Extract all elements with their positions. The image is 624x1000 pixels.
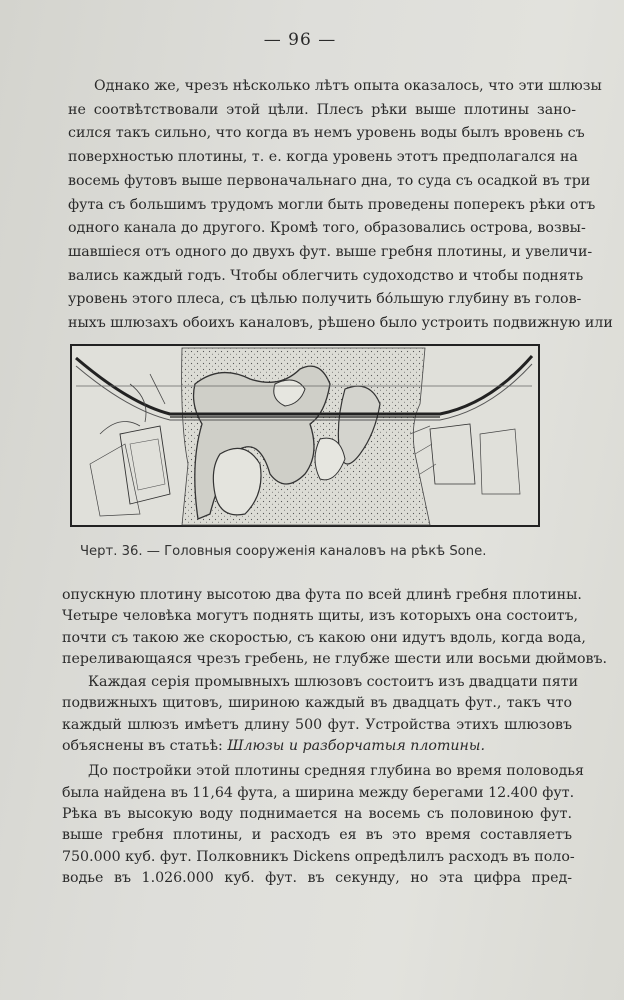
text-line: каждый шлюзъ имѣетъ длину 500 фут. Устройства этихъ шлюзовъ — [62, 716, 572, 733]
article-reference: Шлюзы и разборчатыя плотины. — [227, 738, 485, 755]
text-line: была найдена въ 11,64 фута, а ширина между берегами 12.400 фут. — [62, 784, 575, 801]
page-number: — 96 — — [263, 30, 337, 50]
text-line: подвижныхъ щитовъ, шириною каждый въ двадцать фут., такъ что — [62, 695, 572, 712]
text-segment: объяснены въ статьѣ: — [62, 738, 223, 755]
figure-caption: Черт. 36. — Головныя сооруженія каналовъ на рѣкѣ Sone. — [80, 544, 487, 559]
body-text-continued — [62, 585, 608, 889]
text-line: Каждая серія промывныхъ шлюзовъ состоитъ изъ двадцати пяти — [88, 674, 579, 691]
text-line: переливающаяся чрезъ гребень, не глубже шести или восьми дюймовъ. — [62, 650, 608, 667]
text-line: фута съ большимъ трудомъ могли быть проведены поперекъ рѣки отъ — [68, 196, 596, 213]
text-line: ныхъ шлюзахъ обоихъ каналовъ, рѣшено было устроить подвижную или — [68, 315, 613, 332]
text-line: восемь футовъ выше первоначальнаго дна, то суда съ осадкой въ три — [68, 172, 591, 189]
text-line: Четыре человѣка могутъ поднять щиты, изъ которыхъ она состоитъ, — [62, 608, 579, 625]
text-line — [62, 736, 572, 757]
text-line: сился такъ сильно, что когда въ немъ уровень воды былъ вровень съ — [68, 125, 585, 142]
text-line: не соотвѣтствовали этой цѣли. Плесъ рѣки выше плотины зано- — [68, 101, 576, 118]
paragraph-1 — [68, 75, 613, 336]
text-line: Рѣка въ высокую воду поднимается на восемь съ половиною фут. — [62, 805, 572, 822]
text-line: 750.000 куб. фут. Полковникъ Dickens опредѣлилъ расходъ въ поло- — [62, 848, 575, 865]
text-line: одного канала до другого. Кромѣ того, образовались острова, возвы- — [68, 220, 586, 237]
text-line: почти съ такою же скоростью, съ какою они идутъ вдоль, когда вода, — [62, 629, 586, 646]
text-line: выше гребня плотины, и расходъ ея въ это время составляетъ — [62, 827, 572, 844]
text-line: опускную плотину высотою два фута по всей длинѣ гребня плотины. — [62, 587, 582, 603]
text-line: водье въ 1.026.000 куб. фут. въ секунду, но эта цифра пред- — [62, 869, 572, 886]
text-line: Однако же, чрезъ нѣсколько лѣтъ опыта оказалось, что эти шлюзы — [94, 78, 602, 94]
text-line: вались каждый годъ. Чтобы облегчить судоходство и чтобы поднять — [68, 267, 584, 284]
text-line: шавшіеся отъ одного до двухъ фут. выше гребня плотины, и увеличи- — [68, 243, 593, 260]
text-line: поверхностью плотины, т. е. когда уровень этотъ предполагался на — [68, 149, 578, 166]
text-line: уровень этого плеса, съ цѣлью получить бо́льшую глубину въ голов- — [68, 291, 582, 308]
river-map-figure — [70, 344, 540, 527]
text-line: До постройки этой плотины средняя глубина во время половодья — [88, 763, 584, 780]
